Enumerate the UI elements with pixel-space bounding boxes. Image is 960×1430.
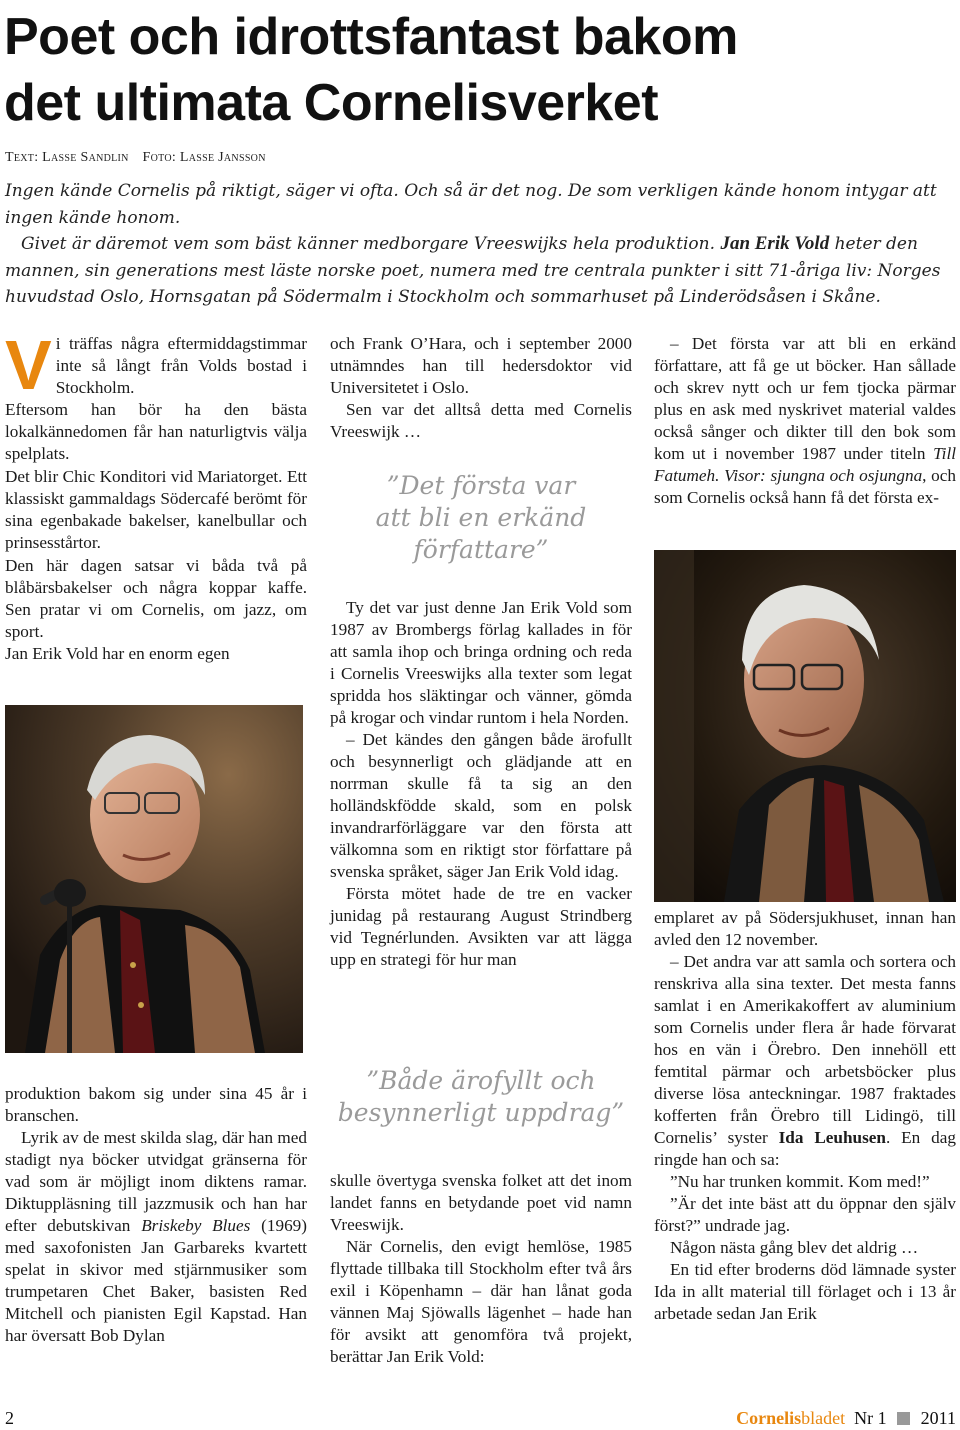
col2-p1: och Frank O’Hara, och i september 2000 utnämndes han till hedersdoktor vid Universitetet i Oslo.	[330, 334, 632, 397]
col2-p4: – Det kändes den gången både ärofullt och besynnerligt och glädjande att en norrman skulle få ta sig an den holländskfödde skald, som en polsk invandrarförläggare var den första att välkomna som en riktigt stor författare på svenska språket, säger Jan Erik Vold idag.	[330, 730, 632, 881]
album-title: Briskeby Blues	[141, 1216, 251, 1235]
col1-p3: Det blir Chic Konditori vid Mariatorget. Ett klassiskt gammaldags Södercafé berömt för sina egenbakade bakelser, kanelbullar och prinsesstårtor.	[5, 467, 307, 552]
col2-p6: skulle övertyga svenska folket att det inom landet fanns en betydande poet vid namn Vreeswijk.	[330, 1171, 632, 1234]
byline	[5, 150, 276, 166]
title-line-1: Poet och idrottsfantast bakom	[4, 8, 738, 66]
col1-p7	[5, 1127, 307, 1347]
footer-masthead	[736, 1408, 956, 1429]
pull-quote-1	[330, 470, 632, 566]
col1-p2: Eftersom han bör ha den bästa lokalkännedomen får han naturligtvis välja spelplats.	[5, 400, 307, 463]
column-2-top	[330, 333, 632, 443]
quote2-line2: besynnerligt uppdrag”	[337, 1098, 625, 1127]
col3-p1-end: , och som Cornelis också hann få det första ex-	[654, 466, 956, 507]
quote1-line1: ”Det första var	[386, 471, 576, 500]
col3-p7: En tid efter broderns död lämnade syster Ida in allt material till förlaget och i 13 år arbetade sedan Jan Erik	[654, 1260, 956, 1323]
col3-p1	[654, 333, 956, 509]
pull-quote-2	[330, 1065, 632, 1129]
brand-cornelis: Cornelis	[736, 1408, 802, 1428]
col1-p4: Den här dagen satsar vi båda två på blåbärsbakelser och några koppar kaffe. Sen pratar vi om Cornelis, om jazz, om sport.	[5, 556, 307, 641]
sister-name: Ida Leuhusen	[778, 1128, 886, 1147]
byline-photo-credit: Foto: Lasse Jansson	[142, 150, 266, 165]
issue-year: 2011	[920, 1408, 956, 1428]
column-2-middle	[330, 597, 632, 971]
column-1-top	[5, 326, 307, 665]
col3-p3	[654, 951, 956, 1171]
col3-p5: ”Är det inte bäst att du öppnar den själv först?” undrade jag.	[654, 1194, 956, 1235]
title-line-2: det ultimata Cornelisverket	[4, 74, 659, 132]
quote1-line3: författare”	[413, 535, 549, 564]
quote2-line1: ”Både ärofyllt och	[366, 1066, 596, 1095]
col1-p5: Jan Erik Vold har en enorm egen	[5, 644, 230, 663]
col3-p3-end: . En dag ringde han och sa:	[654, 1128, 956, 1169]
column-3-top	[654, 333, 956, 509]
lead-name: Jan Erik Vold	[720, 233, 830, 254]
separator-square-icon	[897, 1412, 910, 1425]
column-1-bottom	[5, 1083, 307, 1347]
book-title: Till Fatumeh. Visor: sjungna och osjungna	[654, 444, 956, 485]
article-title	[4, 4, 956, 136]
col1-p7-start: Lyrik av de mest skilda slag, där han med stadigt nya böcker utvidgat gränserna för vad som är möjligt inom diktens ramar. Diktuppläsning till jazzmusik och han har efter debutskivan	[5, 1128, 307, 1235]
byline-text-credit: Text: Lasse Sandlin	[5, 150, 129, 165]
col2-p2: Sen var det alltså detta med Cornelis Vreeswijk …	[330, 400, 632, 441]
issue-number: Nr 1	[854, 1408, 887, 1428]
col1-p7-end: (1969) med saxofonisten Jan Garbareks kvartett spelat in skivor med stjärnmusiker som trumpetaren Chet Baker, basisten Red Mitchell och pianisten Egil Kapstad. Han har översatt Bob Dylan	[5, 1216, 307, 1345]
photo-vold-portrait	[654, 550, 956, 902]
col2-p7: När Cornelis, den evigt hemlöse, 1985 flyttade tillbaka till Stockholm efter två års exil i Köpenhamn – där han lånat goda vännen Maj Sjöwalls lägenhet – hade han för avsikt att genomföra två projekt, berättar Jan Erik Vold:	[330, 1237, 632, 1366]
col3-p3-start: – Det andra var att samla och sortera och renskriva alla sina texter. Det mesta fanns samlat i en Amerikakoffert av aluminium som Cornelis under flera år hade förvarat hos en vän i Örebro. Den innehöll ett femtital pärmar och arbetsböcker plus diverse lösa anteckningar. 1987 fraktades kofferten från Örebro till Lidingö, till Cornelis’ syster	[654, 952, 956, 1147]
col3-p1-start: – Det första var att bli en erkänd författare, att få ge ut böcker. Han sållade och skrev nytt och ur fem tjocka pärmar plus en ask med nyskrivet material valdes också sånger och dikter till den bok som kom ut i november 1987 under titeln	[654, 334, 956, 463]
column-3-bottom	[654, 907, 956, 1325]
col3-p6: Någon nästa gång blev det aldrig …	[670, 1238, 919, 1257]
lead-p1: Ingen kände Cornelis på riktigt, säger vi ofta. Och så är det nog. De som verkligen kände honom intygar att ingen kände honom.	[5, 181, 937, 228]
brand-bladet: bladet	[801, 1408, 846, 1428]
drop-cap: V	[5, 326, 52, 404]
col2-p3: Ty det var just denne Jan Erik Vold som 1987 av Brombergs förlag kallades in för att samla ihop och bringa ordning och reda i Cornelis Vreeswijks alla texter som legat spridda hos släktingar och vänner, gömda på krogar och vindar runtom i hela Norden.	[330, 598, 632, 727]
col1-p1-text: i träffas några eftermiddagstimmar inte så långt från Volds bostad i Stockholm.	[55, 334, 307, 397]
lead-paragraph	[5, 178, 955, 311]
col3-p2: emplaret av på Södersjukhuset, innan han avled den 12 november.	[654, 908, 956, 949]
lead-p2-start: Givet är däremot vem som bäst känner medborgare Vreeswijks hela produktion.	[21, 234, 721, 254]
quote1-line2: att bli en erkänd	[375, 503, 587, 532]
col1-p1	[5, 326, 307, 404]
col2-p5: Första mötet hade de tre en vacker junidag på restaurang August Strindberg vid Tegnérlunden. Avsikten var att lägga upp en strategi för hur man	[330, 884, 632, 969]
lead-p2	[5, 231, 955, 311]
photo-vold-speaking	[5, 705, 303, 1053]
column-2-bottom	[330, 1170, 632, 1368]
col1-p6: produktion bakom sig under sina 45 år i branschen.	[5, 1084, 307, 1125]
page-number: 2	[5, 1408, 14, 1428]
lead-p2-end: heter den mannen, sin generations mest läste norske poet, numera med tre centrala punkter i sitt 71-åriga liv: Norges huvudstad Oslo, Hornsgatan på Södermalm i Stockholm och sommarhuset på Linderödsåsen i Skåne.	[5, 234, 941, 307]
col3-p4: ”Nu har trunken kommit. Kom med!”	[670, 1172, 930, 1191]
